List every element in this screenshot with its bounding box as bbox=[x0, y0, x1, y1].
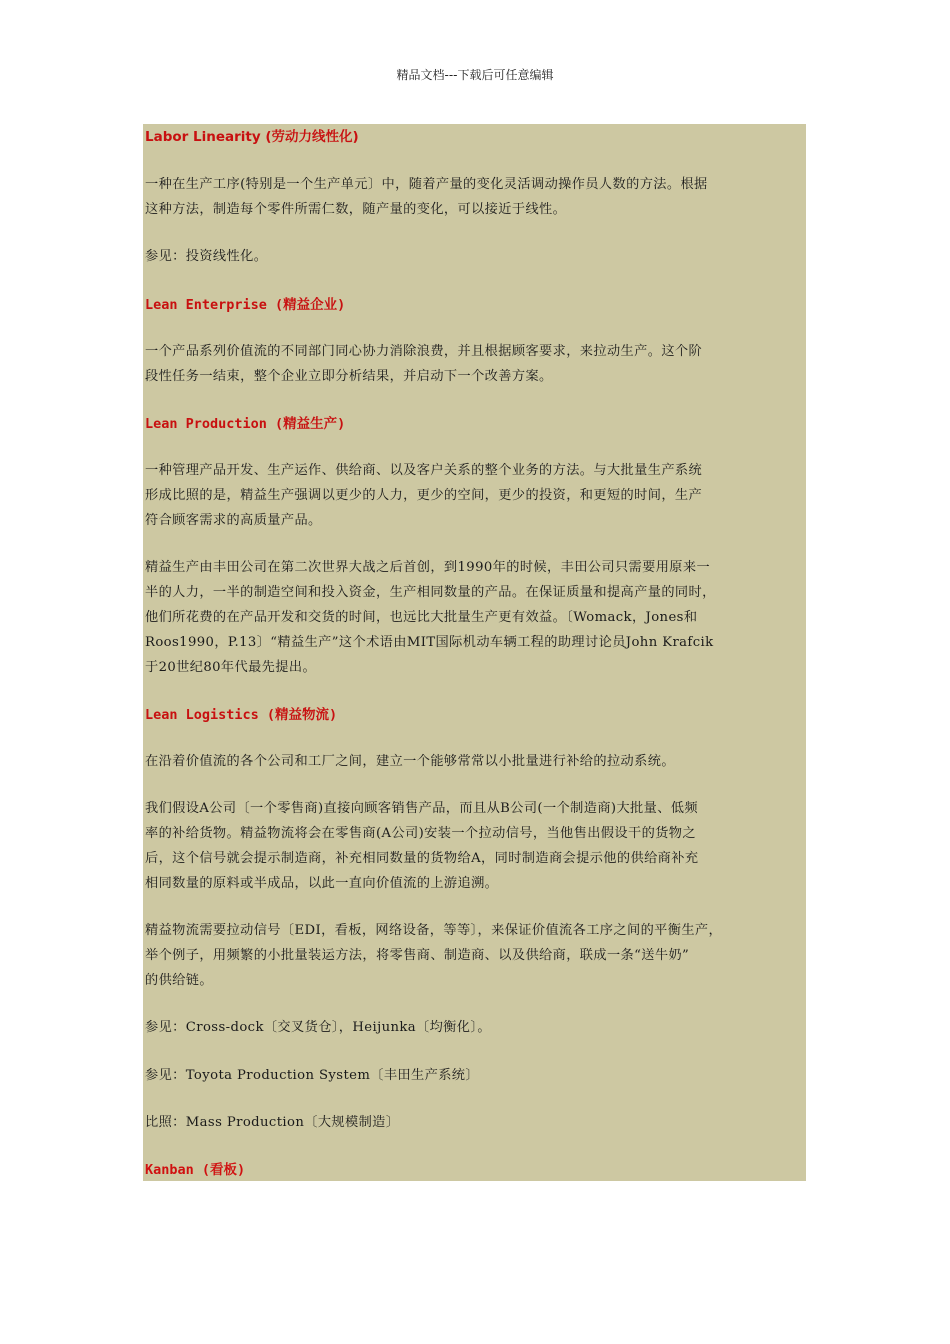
page-header: 精品文档---下载后可任意编辑 bbox=[396, 68, 554, 82]
paragraph-line: 符合顾客需求的高质量产品。 bbox=[145, 513, 322, 528]
see-also-line: 参见：Toyota Production System〔丰田生产系统〕 bbox=[145, 1068, 479, 1083]
heading-lean-logistics: Lean Logistics (精益物流) bbox=[145, 707, 338, 723]
paragraph-line: 段性任务一结束，整个企业立即分析结果，并启动下一个改善方案。 bbox=[145, 369, 553, 384]
paragraph-line: 在沿着价值流的各个公司和工厂之间，建立一个能够常常以小批量进行补给的拉动系统。 bbox=[145, 754, 675, 769]
paragraph-line: 率的补给货物。精益物流将会在零售商(A公司)安装一个拉动信号，当他售出假设干的货物之 bbox=[145, 826, 696, 841]
paragraph-line: 相同数量的原料或半成品，以此一直向价值流的上游追溯。 bbox=[145, 876, 499, 891]
paragraph-line: 这种方法，制造每个零件所需仁数，随产量的变化，可以接近于线性。 bbox=[145, 202, 567, 217]
paragraph-line: 一种在生产工序(特别是一个生产单元〕中，随着产量的变化灵活调动操作员人数的方法。根据 bbox=[145, 177, 708, 192]
paragraph-line: 形成比照的是，精益生产强调以更少的人力，更少的空间，更少的投资，和更短的时间，生产 bbox=[145, 488, 703, 503]
paragraph-line: 一种管理产品开发、生产运作、供给商、以及客户关系的整个业务的方法。与大批量生产系统 bbox=[145, 463, 703, 478]
compare-line: 比照：Mass Production〔大规模制造〕 bbox=[145, 1115, 400, 1130]
paragraph-line: 他们所花费的在产品开发和交货的时间，也远比大批量生产更有效益。〔Womack，Jones和 bbox=[145, 610, 698, 625]
heading-labor-linearity: Labor Linearity (劳动力线性化) bbox=[145, 129, 359, 145]
paragraph-line: 精益物流需要拉动信号〔EDI，看板，网络设备，等等〕，来保证价值流各工序之间的平衡生产， bbox=[145, 923, 723, 938]
paragraph-line: 于20世纪80年代最先提出。 bbox=[145, 660, 317, 675]
heading-lean-production: Lean Production (精益生产) bbox=[145, 416, 346, 432]
heading-lean-enterprise: Lean Enterprise (精益企业) bbox=[145, 297, 346, 313]
paragraph-line: 的供给链。 bbox=[145, 973, 213, 988]
heading-kanban: Kanban (看板) bbox=[145, 1162, 246, 1178]
paragraph-line: Roos1990，P.13〕“精益生产”这个术语由MIT国际机动车辆工程的助理讨论员John Krafcik bbox=[145, 635, 714, 650]
paragraph-line: 精益生产由丰田公司在第二次世界大战之后首创，到1990年的时候，丰田公司只需要用原来一 bbox=[145, 560, 711, 575]
paragraph-line: 后，这个信号就会提示制造商，补充相同数量的货物给A，同时制造商会提示他的供给商补充 bbox=[145, 851, 699, 866]
paragraph-line: 我们假设A公司〔一个零售商)直接向顾客销售产品，而且从B公司(一个制造商)大批量、低频 bbox=[145, 801, 698, 816]
paragraph-line: 举个例子，用频繁的小批量装运方法，将零售商、制造商、以及供给商，联成一条“送牛奶” bbox=[145, 948, 690, 963]
paragraph-line: 一个产品系列价值流的不同部门同心协力消除浪费，并且根据顾客要求，来拉动生产。这个阶 bbox=[145, 344, 703, 359]
paragraph-line: 半的人力，一半的制造空间和投入资金，生产相同数量的产品。在保证质量和提高产量的同时， bbox=[145, 585, 716, 600]
see-also-line: 参见：Cross-dock〔交叉货仓〕，Heijunka〔均衡化〕。 bbox=[145, 1020, 491, 1035]
paragraph-line: 参见：投资线性化。 bbox=[145, 249, 268, 264]
